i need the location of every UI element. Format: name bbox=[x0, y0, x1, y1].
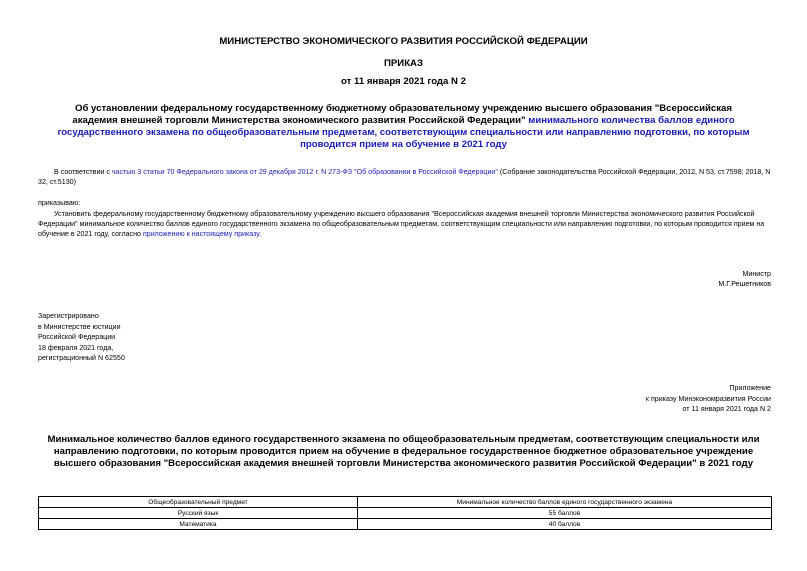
table-cell: Математика bbox=[39, 519, 358, 530]
order-paragraph-post: . bbox=[259, 230, 262, 238]
order-paragraph bbox=[38, 209, 778, 239]
appendix-line: от 11 января 2021 года N 2 bbox=[682, 405, 771, 414]
min-scores-table bbox=[38, 496, 772, 530]
signer-block bbox=[718, 269, 771, 289]
order-date-heading: от 11 января 2021 года N 2 bbox=[341, 76, 466, 87]
appendix-reference bbox=[646, 383, 771, 415]
appendix-line: к приказу Минэкономразвития России bbox=[645, 394, 771, 403]
table-cell: 40 баллов bbox=[358, 519, 772, 530]
basis-paragraph-pre: В соответствии с bbox=[54, 168, 112, 176]
appendix-line: Приложение bbox=[729, 384, 771, 392]
document-type-heading: ПРИКАЗ bbox=[384, 58, 423, 69]
appendix-link[interactable]: приложению к настоящему приказу bbox=[142, 230, 260, 238]
basis-paragraph-post: (Собрание законодательства Российской Федерации, 2012, N 53, ст.7598; 2018, N 32, ст.5130) bbox=[38, 168, 771, 186]
signer-name: М.Г.Решетников bbox=[718, 280, 771, 288]
ministry-heading: МИНИСТЕРСТВО ЭКОНОМИЧЕСКОГО РАЗВИТИЯ РОССИЙСКОЙ ФЕДЕРАЦИИ bbox=[219, 36, 588, 47]
order-paragraph-pre: Установить федеральному государственному бюджетному образовательному учреждению высшего образования "Всероссийская академия внешней торговли Министерства экономического развития Российской Федерации" минимальное количество баллов единого государственного экзамена по общеобразовательным предметам, соответствующим специальности или направлению подготовки, по которым проводится прием на обучение в 2021 году, согласно bbox=[38, 210, 765, 238]
table-row bbox=[39, 508, 772, 519]
table-row bbox=[39, 519, 772, 530]
basis-paragraph bbox=[38, 167, 778, 187]
table-header-cell: Минимальное количество баллов единого государственного экзамена bbox=[358, 497, 772, 508]
registration-line: в Министерстве юстиции bbox=[38, 322, 121, 331]
signer-position: Министр bbox=[742, 270, 771, 278]
registration-line: Российской Федерации bbox=[38, 333, 116, 342]
prikazyvayu-text: приказываю: bbox=[38, 199, 81, 207]
order-title bbox=[52, 103, 755, 151]
registration-line: 18 февраля 2021 года, bbox=[38, 343, 114, 352]
appendix-title: Минимальное количество баллов единого государственного экзамена по общеобразовательным предметам, соответствующим специальности или направлению подготовки, по которым проводится прием на обучение в федеральное государственное бюджетное образовательное учреждение высшего образования "Всероссийская академия внешней торговли Министерства экономического развития Российской Федерации" в 2021 году bbox=[47, 434, 760, 469]
table-cell: 55 баллов bbox=[358, 508, 772, 519]
table-cell: Русский язык bbox=[39, 508, 358, 519]
registration-block bbox=[38, 311, 125, 364]
table-header-row bbox=[39, 497, 772, 508]
law-link[interactable]: частью 3 статьи 70 Федерального закона от 29 декабря 2012 г. N 273-ФЗ "Об образовании в Российской Федерации" bbox=[111, 168, 498, 176]
registration-line: Зарегистрировано bbox=[38, 312, 99, 320]
order-title-link[interactable]: минимального количества баллов единого государственного экзамена по общеобразовательным предметам, соответствующим специальности или направлению подготовки, по которым проводится прием на обучение в 2021 году bbox=[57, 115, 750, 150]
order-title-text: Об установлении федеральному государственному бюджетному образовательному учреждению высшего образования "Всероссийская академия внешней торговли Министерства экономического развития Российской Федерации" bbox=[72, 103, 732, 126]
table-header-cell: Общеобразовательный предмет bbox=[39, 497, 358, 508]
registration-line: регистрационный N 62550 bbox=[38, 354, 125, 363]
